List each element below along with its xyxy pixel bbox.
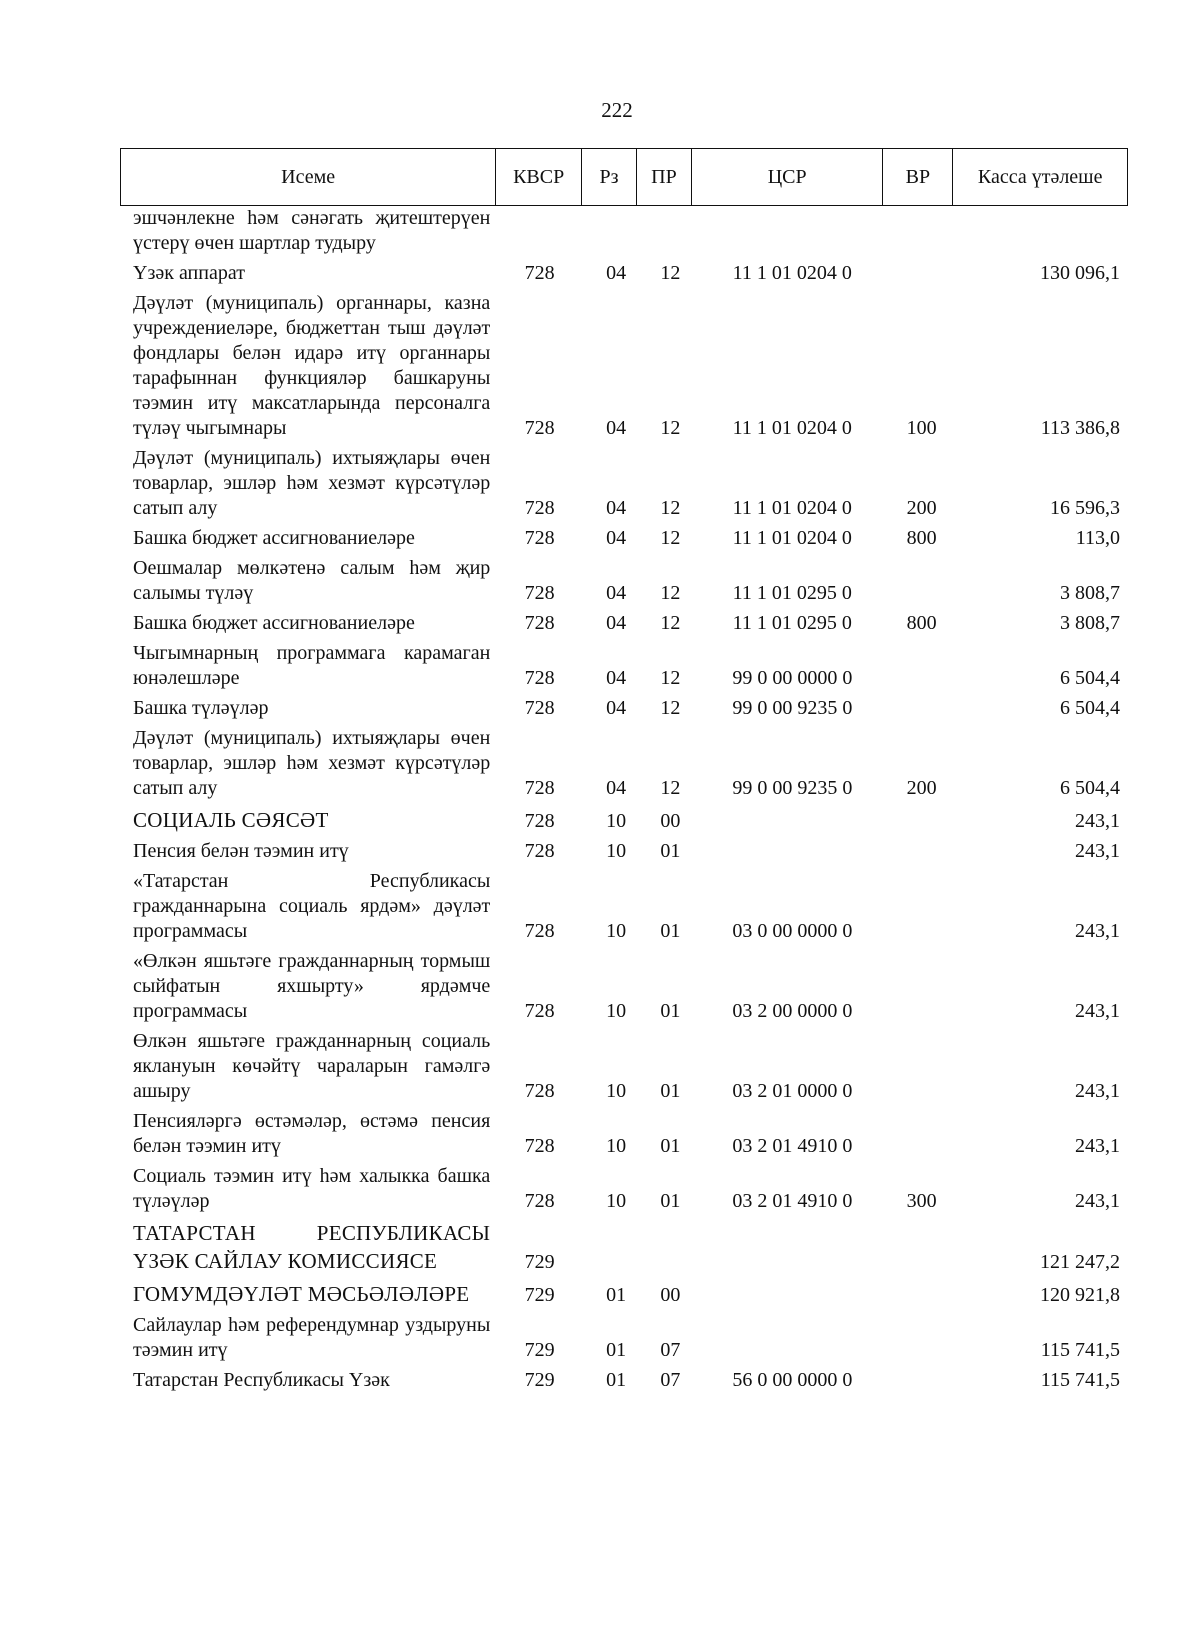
row-pr: 07 — [660, 1369, 681, 1391]
table-row — [120, 446, 1128, 526]
row-rz: 10 — [606, 1190, 627, 1212]
row-rz: 01 — [606, 1339, 627, 1361]
row-vr — [887, 556, 956, 606]
header-kassa: Касса үтәлеше — [977, 166, 1103, 188]
table-row — [120, 1029, 1128, 1109]
table-row — [120, 1164, 1128, 1219]
row-tsr: 03 2 01 4910 0 — [732, 1190, 853, 1212]
table-row — [120, 1109, 1128, 1164]
row-kvsr: 729 — [524, 1339, 555, 1361]
row-pr: 12 — [660, 262, 681, 284]
row-rz: 01 — [606, 1369, 627, 1391]
table-row — [120, 1313, 1128, 1368]
row-tsr: 99 0 00 0000 0 — [732, 667, 853, 689]
row-kvsr: 728 — [524, 582, 555, 604]
row-kvsr: 728 — [524, 1000, 555, 1022]
row-name: «Татарстан Республикасы гражданнарына социаль ярдәм» дәүләт программасы — [133, 870, 491, 942]
row-vr: 100 — [906, 417, 937, 439]
row-pr: 12 — [660, 777, 681, 799]
row-kvsr — [490, 206, 589, 256]
row-kassa: 243,1 — [1075, 1000, 1120, 1022]
row-kvsr: 729 — [524, 1369, 555, 1391]
row-vr — [887, 1029, 956, 1104]
table-row — [120, 1368, 1128, 1398]
row-name: Өлкән яшьтәге гражданнарның социаль яклануын көчәйтү чараларын гамәлгә ашыру — [133, 1030, 491, 1102]
row-kassa: 130 096,1 — [1040, 262, 1120, 284]
row-pr — [643, 206, 697, 256]
header-name: Исеме — [121, 149, 496, 205]
row-rz — [589, 206, 643, 256]
row-vr: 300 — [906, 1190, 937, 1212]
row-name: Оешмалар мөлкәтенә салым һәм җир салымы түләү — [133, 557, 491, 604]
table-row — [120, 526, 1128, 556]
row-rz: 04 — [606, 777, 627, 799]
row-kvsr: 728 — [524, 612, 555, 634]
row-rz: 04 — [606, 667, 627, 689]
row-kassa: 6 504,4 — [1060, 697, 1120, 719]
header-pr: ПР — [637, 149, 692, 205]
table-row — [120, 839, 1128, 869]
row-name: Дәүләт (муниципаль) ихтыяҗлары өчен товарлар, эшләр һәм хезмәт күрсәтүләр сатып алу — [133, 447, 491, 519]
row-name: Дәүләт (муниципаль) органнары, казна учреждениеләре, бюджеттан тыш дәүләт фондлары белән идарә итү органнары тарафыннан функцияләр башкаруны тәэмин итү максатларында персоналга түләү чыгымнары — [133, 292, 491, 439]
row-kassa: 243,1 — [1075, 810, 1120, 832]
row-kvsr: 729 — [524, 1251, 555, 1273]
row-kassa: 120 921,8 — [1040, 1284, 1120, 1306]
row-tsr — [698, 1313, 888, 1363]
row-kvsr: 728 — [524, 262, 555, 284]
row-tsr — [698, 1219, 888, 1275]
row-vr — [887, 261, 956, 286]
row-vr — [887, 1219, 956, 1275]
row-vr — [887, 1280, 956, 1308]
row-kassa: 3 808,7 — [1060, 582, 1120, 604]
row-kvsr: 728 — [524, 1190, 555, 1212]
row-vr: 800 — [906, 612, 937, 634]
row-name: ГОМУМДӘҮЛӘТ МӘСЬӘЛӘЛӘРЕ — [133, 1282, 470, 1306]
row-name: Башка түләүләр — [133, 697, 269, 719]
row-rz: 04 — [606, 582, 627, 604]
row-name: эшчәнлекне һәм сәнәгать җитештерүен үстерү өчен шартлар тудыру — [133, 207, 491, 254]
row-tsr — [698, 839, 888, 864]
header-vr: ВР — [883, 149, 953, 205]
row-rz: 04 — [606, 497, 627, 519]
row-rz: 10 — [606, 1080, 627, 1102]
row-kassa: 16 596,3 — [1050, 497, 1120, 519]
row-vr — [887, 696, 956, 721]
row-pr: 12 — [660, 497, 681, 519]
row-vr — [887, 1109, 956, 1159]
row-pr: 12 — [660, 667, 681, 689]
row-name: Үзәк аппарат — [133, 262, 245, 284]
row-pr: 00 — [660, 1284, 681, 1306]
row-tsr — [698, 206, 888, 256]
row-kvsr: 728 — [524, 920, 555, 942]
table-row — [120, 806, 1128, 839]
row-kassa: 243,1 — [1075, 1080, 1120, 1102]
row-vr: 200 — [906, 497, 937, 519]
row-pr: 00 — [660, 810, 681, 832]
row-pr: 01 — [660, 1190, 681, 1212]
table-row — [120, 949, 1128, 1029]
row-kvsr: 728 — [524, 1135, 555, 1157]
table-header — [120, 148, 1128, 206]
row-kvsr: 728 — [524, 497, 555, 519]
table-row — [120, 291, 1128, 446]
table-row — [120, 696, 1128, 726]
table-row — [120, 1280, 1128, 1313]
row-vr — [887, 806, 956, 834]
row-vr — [887, 1368, 956, 1393]
row-pr: 01 — [660, 840, 681, 862]
row-kvsr: 728 — [524, 527, 555, 549]
row-pr — [643, 1219, 697, 1275]
row-kassa: 6 504,4 — [1060, 777, 1120, 799]
row-name: Башка бюджет ассигнованиеләре — [133, 612, 415, 634]
row-kassa: 243,1 — [1075, 840, 1120, 862]
row-tsr — [698, 806, 888, 834]
row-vr — [887, 869, 956, 944]
row-kvsr: 728 — [524, 1080, 555, 1102]
row-tsr: 03 2 00 0000 0 — [732, 1000, 853, 1022]
row-rz — [589, 1219, 643, 1275]
row-kvsr: 728 — [524, 810, 555, 832]
row-vr — [887, 641, 956, 691]
row-vr: 200 — [906, 777, 937, 799]
row-tsr: 03 2 01 4910 0 — [732, 1135, 853, 1157]
row-rz: 10 — [606, 920, 627, 942]
row-vr — [887, 839, 956, 864]
row-rz: 04 — [606, 697, 627, 719]
table-row — [120, 726, 1128, 806]
row-tsr: 11 1 01 0295 0 — [732, 582, 852, 604]
row-kassa: 121 247,2 — [1040, 1251, 1120, 1273]
row-name: Пенсия белән тәэмин итү — [133, 840, 349, 862]
row-name: Социаль тәэмин итү һәм халыкка башка түләүләр — [133, 1165, 491, 1212]
row-tsr: 11 1 01 0204 0 — [732, 262, 852, 284]
row-tsr: 11 1 01 0204 0 — [732, 417, 852, 439]
row-pr: 01 — [660, 1080, 681, 1102]
table-row — [120, 641, 1128, 696]
row-tsr: 11 1 01 0204 0 — [732, 497, 852, 519]
table-row — [120, 556, 1128, 611]
row-pr: 01 — [660, 1000, 681, 1022]
header-rz: Рз — [582, 149, 637, 205]
row-tsr: 56 0 00 0000 0 — [732, 1369, 853, 1391]
header-tsr: ЦСР — [692, 149, 884, 205]
row-kassa: 243,1 — [1075, 1135, 1120, 1157]
row-rz: 10 — [606, 1000, 627, 1022]
row-rz: 10 — [606, 810, 627, 832]
row-kvsr: 728 — [524, 697, 555, 719]
row-kassa: 243,1 — [1075, 920, 1120, 942]
header-kvsr: КВСР — [496, 149, 582, 205]
row-kvsr: 728 — [524, 667, 555, 689]
row-kassa: 115 741,5 — [1040, 1339, 1120, 1361]
row-kassa — [956, 206, 1128, 256]
row-kassa: 3 808,7 — [1060, 612, 1120, 634]
table-row — [120, 261, 1128, 291]
row-tsr — [698, 1280, 888, 1308]
row-rz: 04 — [606, 262, 627, 284]
row-name: Дәүләт (муниципаль) ихтыяҗлары өчен товарлар, эшләр һәм хезмәт күрсәтүләр сатып алу — [133, 727, 491, 799]
row-vr: 800 — [906, 527, 937, 549]
table-row — [120, 1219, 1128, 1280]
row-kvsr: 729 — [524, 1284, 555, 1306]
row-kvsr: 728 — [524, 840, 555, 862]
row-tsr: 11 1 01 0295 0 — [732, 612, 852, 634]
row-kassa: 6 504,4 — [1060, 667, 1120, 689]
row-kvsr: 728 — [524, 777, 555, 799]
row-pr: 12 — [660, 527, 681, 549]
row-vr — [887, 1313, 956, 1363]
row-kassa: 113,0 — [1075, 527, 1120, 549]
row-rz: 01 — [606, 1284, 627, 1306]
table-row — [120, 611, 1128, 641]
row-rz: 04 — [606, 612, 627, 634]
row-rz: 10 — [606, 840, 627, 862]
table-row — [120, 869, 1128, 949]
row-tsr: 11 1 01 0204 0 — [732, 527, 852, 549]
row-name: «Өлкән яшьтәге гражданнарның тормыш сыйфатын яхшырту» ярдәмче программасы — [133, 950, 491, 1022]
row-pr: 12 — [660, 697, 681, 719]
row-pr: 07 — [660, 1339, 681, 1361]
row-name: Сайлаулар һәм референдумнар уздыруны тәэмин итү — [133, 1314, 491, 1361]
row-rz: 04 — [606, 527, 627, 549]
row-name: Башка бюджет ассигнованиеләре — [133, 527, 415, 549]
row-tsr: 03 0 00 0000 0 — [732, 920, 853, 942]
row-tsr: 03 2 01 0000 0 — [732, 1080, 853, 1102]
row-pr: 12 — [660, 612, 681, 634]
row-kvsr: 728 — [524, 417, 555, 439]
row-tsr: 99 0 00 9235 0 — [732, 777, 853, 799]
row-kassa: 113 386,8 — [1040, 417, 1120, 439]
row-name: Чыгымнарның программага карамаган юнәлешләре — [133, 642, 491, 689]
row-pr: 01 — [660, 920, 681, 942]
row-kassa: 243,1 — [1075, 1190, 1120, 1212]
row-name: Пенсияләргә өстәмәләр, өстәмә пенсия белән тәэмин итү — [133, 1110, 491, 1157]
row-kassa: 115 741,5 — [1040, 1369, 1120, 1391]
row-rz: 10 — [606, 1135, 627, 1157]
row-vr — [887, 949, 956, 1024]
row-name: СОЦИАЛЬ СӘЯСӘТ — [133, 808, 329, 832]
page-number: 222 — [601, 98, 633, 122]
table-row — [120, 206, 1128, 261]
table-body — [120, 206, 1128, 1398]
row-name: Татарстан Республикасы Үзәк — [133, 1369, 390, 1391]
row-pr: 12 — [660, 582, 681, 604]
row-rz: 04 — [606, 417, 627, 439]
row-tsr: 99 0 00 9235 0 — [732, 697, 853, 719]
row-name: ТАТАРСТАН РЕСПУБЛИКАСЫ ҮЗӘК САЙЛАУ КОМИССИЯСЕ — [133, 1221, 491, 1273]
row-pr: 12 — [660, 417, 681, 439]
row-pr: 01 — [660, 1135, 681, 1157]
row-vr — [887, 206, 956, 256]
